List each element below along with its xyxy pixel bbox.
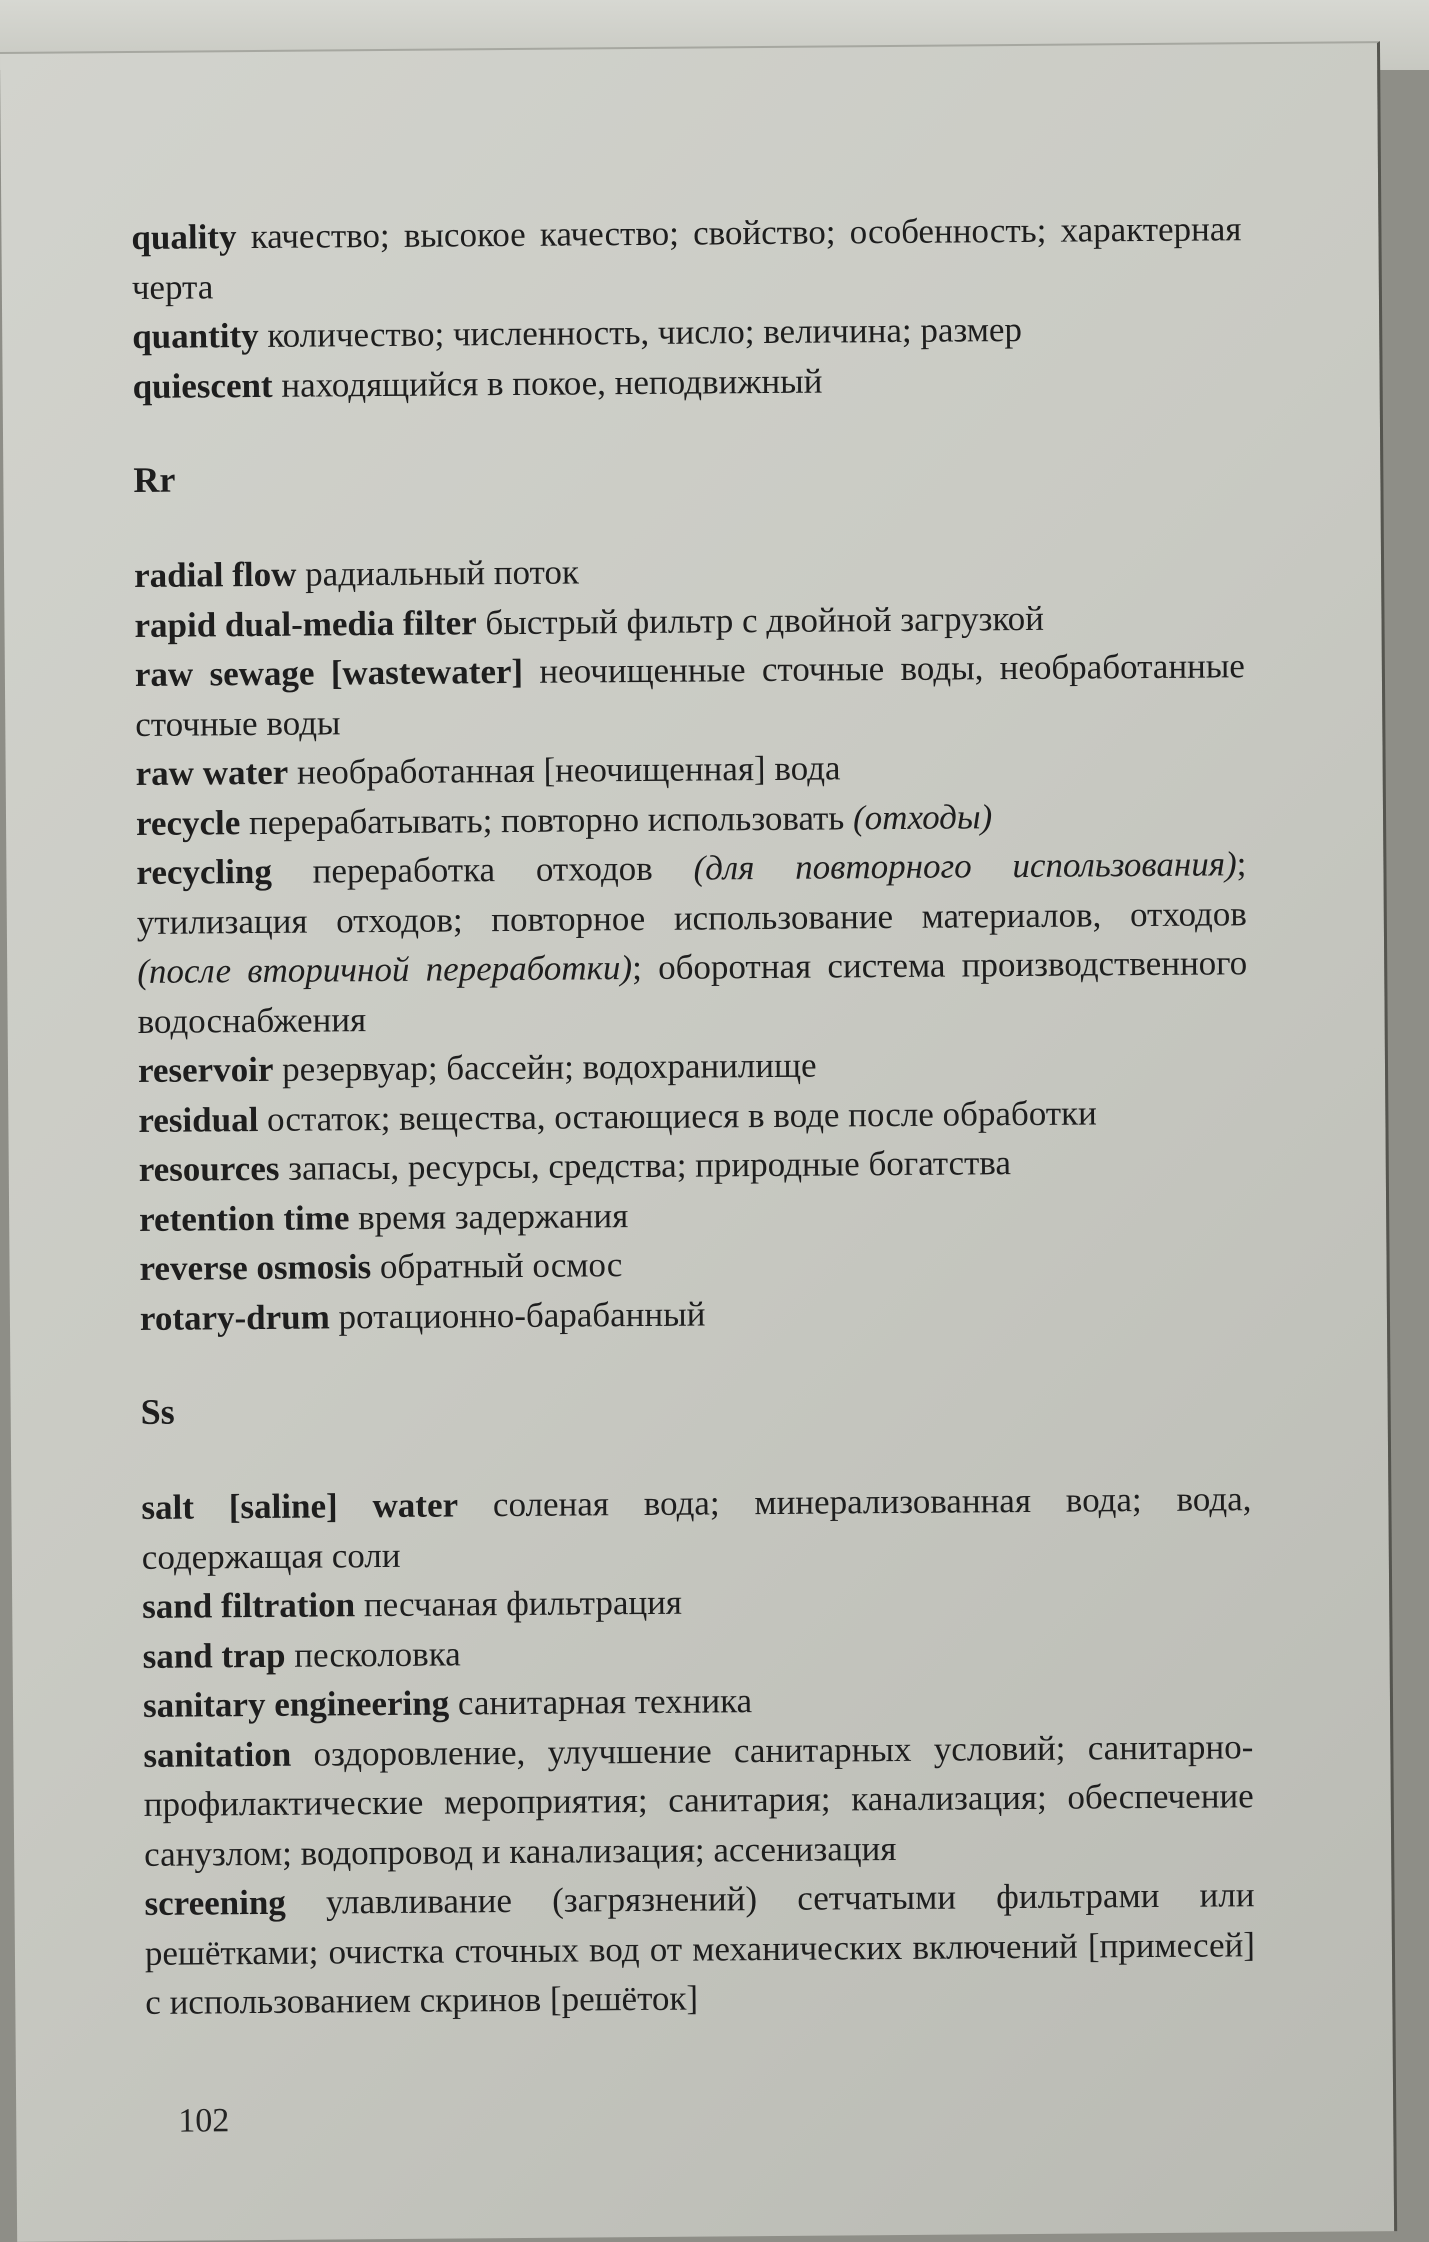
dictionary-page bbox=[0, 41, 1397, 2242]
entry-usage-note: (отходы) bbox=[852, 796, 993, 837]
entry-term: sanitation bbox=[143, 1734, 292, 1775]
glossary-entry bbox=[136, 839, 1248, 1046]
glossary-entry bbox=[140, 1285, 1250, 1343]
entry-term: quiescent bbox=[132, 365, 273, 406]
glossary-entry bbox=[132, 303, 1242, 361]
entry-definition: перерабатывать; повторно использовать bbox=[248, 797, 845, 842]
entry-definition-continued: ; утилизация отходов; повторное использование материалов, отходов bbox=[136, 844, 1247, 942]
glossary-entry bbox=[131, 204, 1242, 312]
entry-term: resources bbox=[138, 1148, 280, 1189]
entry-definition: соленая вода; минерализованная вода; вода, содержащая соли bbox=[141, 1479, 1252, 1577]
entry-definition: время задержания bbox=[358, 1195, 629, 1237]
entry-definition: запасы, ресурсы, средства; природные богатства bbox=[287, 1143, 1012, 1188]
entry-definition: улавливание (загрязнений) сетчатыми фильтрами или решётками; очистка сточных вод от механических включений [примесей] с использованием скринов [решёток] bbox=[144, 1875, 1256, 2022]
glossary-entry bbox=[142, 1623, 1252, 1681]
section-letter-heading: Ss bbox=[140, 1391, 175, 1432]
section-letter-heading: Rr bbox=[133, 459, 176, 500]
entry-term: screening bbox=[144, 1882, 286, 1923]
entry-definition: остаток; вещества, остающиеся в воде после обработки bbox=[266, 1092, 1097, 1139]
entry-term: rotary-drum bbox=[139, 1296, 330, 1338]
entry-term: recycling bbox=[136, 851, 273, 892]
glossary-entry bbox=[135, 740, 1245, 798]
entry-usage-note: (после вторичной переработки) bbox=[137, 948, 633, 991]
section-r bbox=[134, 542, 1250, 1343]
glossary-entry bbox=[144, 1870, 1255, 2027]
section-s bbox=[141, 1474, 1255, 2027]
glossary-entry bbox=[139, 1136, 1249, 1194]
entry-definition: необработанная [неочищенная] вода bbox=[296, 748, 841, 792]
glossary-entry bbox=[134, 542, 1244, 600]
entry-definition: неочищенные сточные воды, необработанные сточные воды bbox=[135, 646, 1246, 744]
entry-term: retention time bbox=[139, 1197, 350, 1239]
glossary-entry bbox=[143, 1722, 1254, 1879]
entry-definition: качество; высокое качество; свойство; особенность; характерная черта bbox=[131, 209, 1242, 307]
entry-term: rapid dual-media filter bbox=[134, 602, 477, 645]
entry-definition: ротационно-барабанный bbox=[338, 1293, 706, 1336]
entry-definition: обратный осмос bbox=[379, 1245, 623, 1287]
entry-term: recycle bbox=[135, 802, 241, 843]
entry-term: sand filtration bbox=[142, 1585, 356, 1626]
entry-term: raw water bbox=[135, 752, 289, 793]
entry-usage-note: (для повторного использования) bbox=[693, 844, 1237, 888]
entry-term: residual bbox=[138, 1099, 259, 1140]
entry-definition: находящийся в покое, неподвижный bbox=[281, 361, 823, 405]
glossary-entry bbox=[139, 1235, 1249, 1293]
entry-definition: санитарная техника bbox=[457, 1681, 753, 1723]
entry-definition: песколовка bbox=[294, 1633, 461, 1675]
entry-definition: быстрый фильтр с двойной загрузкой bbox=[485, 598, 1045, 642]
glossary-entry bbox=[132, 353, 1242, 411]
glossary-entry bbox=[135, 641, 1246, 749]
glossary-entry bbox=[138, 1037, 1248, 1095]
entry-definition: переработка отходов bbox=[312, 848, 653, 891]
glossary-content bbox=[131, 204, 1255, 2027]
entry-term: radial flow bbox=[133, 554, 297, 595]
entry-term: quantity bbox=[132, 315, 259, 356]
entry-definition: радиальный поток bbox=[305, 552, 580, 594]
glossary-entry bbox=[139, 1186, 1249, 1244]
entry-term: reverse osmosis bbox=[139, 1247, 372, 1288]
glossary-entry bbox=[143, 1672, 1253, 1730]
section-q bbox=[131, 204, 1243, 411]
entry-term: sand trap bbox=[142, 1635, 286, 1676]
glossary-entry bbox=[136, 790, 1246, 848]
entry-definition: количество; численность, число; величина; размер bbox=[267, 309, 1023, 355]
entry-term: quality bbox=[131, 217, 237, 257]
entry-definition: песчаная фильтрация bbox=[363, 1582, 683, 1625]
glossary-entry bbox=[138, 1087, 1248, 1145]
entry-term: sanitary engineering bbox=[142, 1683, 450, 1725]
glossary-entry bbox=[134, 592, 1244, 650]
page-number: 102 bbox=[178, 2102, 230, 2140]
entry-definition: оздоровление, улучшение санитарных условий; санитарно-профилактические мероприятия; санитария; канализация; обеспечение санузлом; водопровод и канализация; ассенизация bbox=[143, 1726, 1254, 1874]
entry-definition: резервуар; бассейн; водохранилище bbox=[281, 1045, 817, 1089]
entry-term: raw sewage [wastewater] bbox=[134, 651, 524, 694]
entry-term: reservoir bbox=[137, 1049, 274, 1090]
glossary-entry bbox=[141, 1474, 1252, 1582]
entry-definition-continued: ; оборотная система производственного водоснабжения bbox=[137, 943, 1248, 1041]
glossary-entry bbox=[142, 1573, 1252, 1631]
entry-term: salt [saline] water bbox=[141, 1485, 459, 1527]
